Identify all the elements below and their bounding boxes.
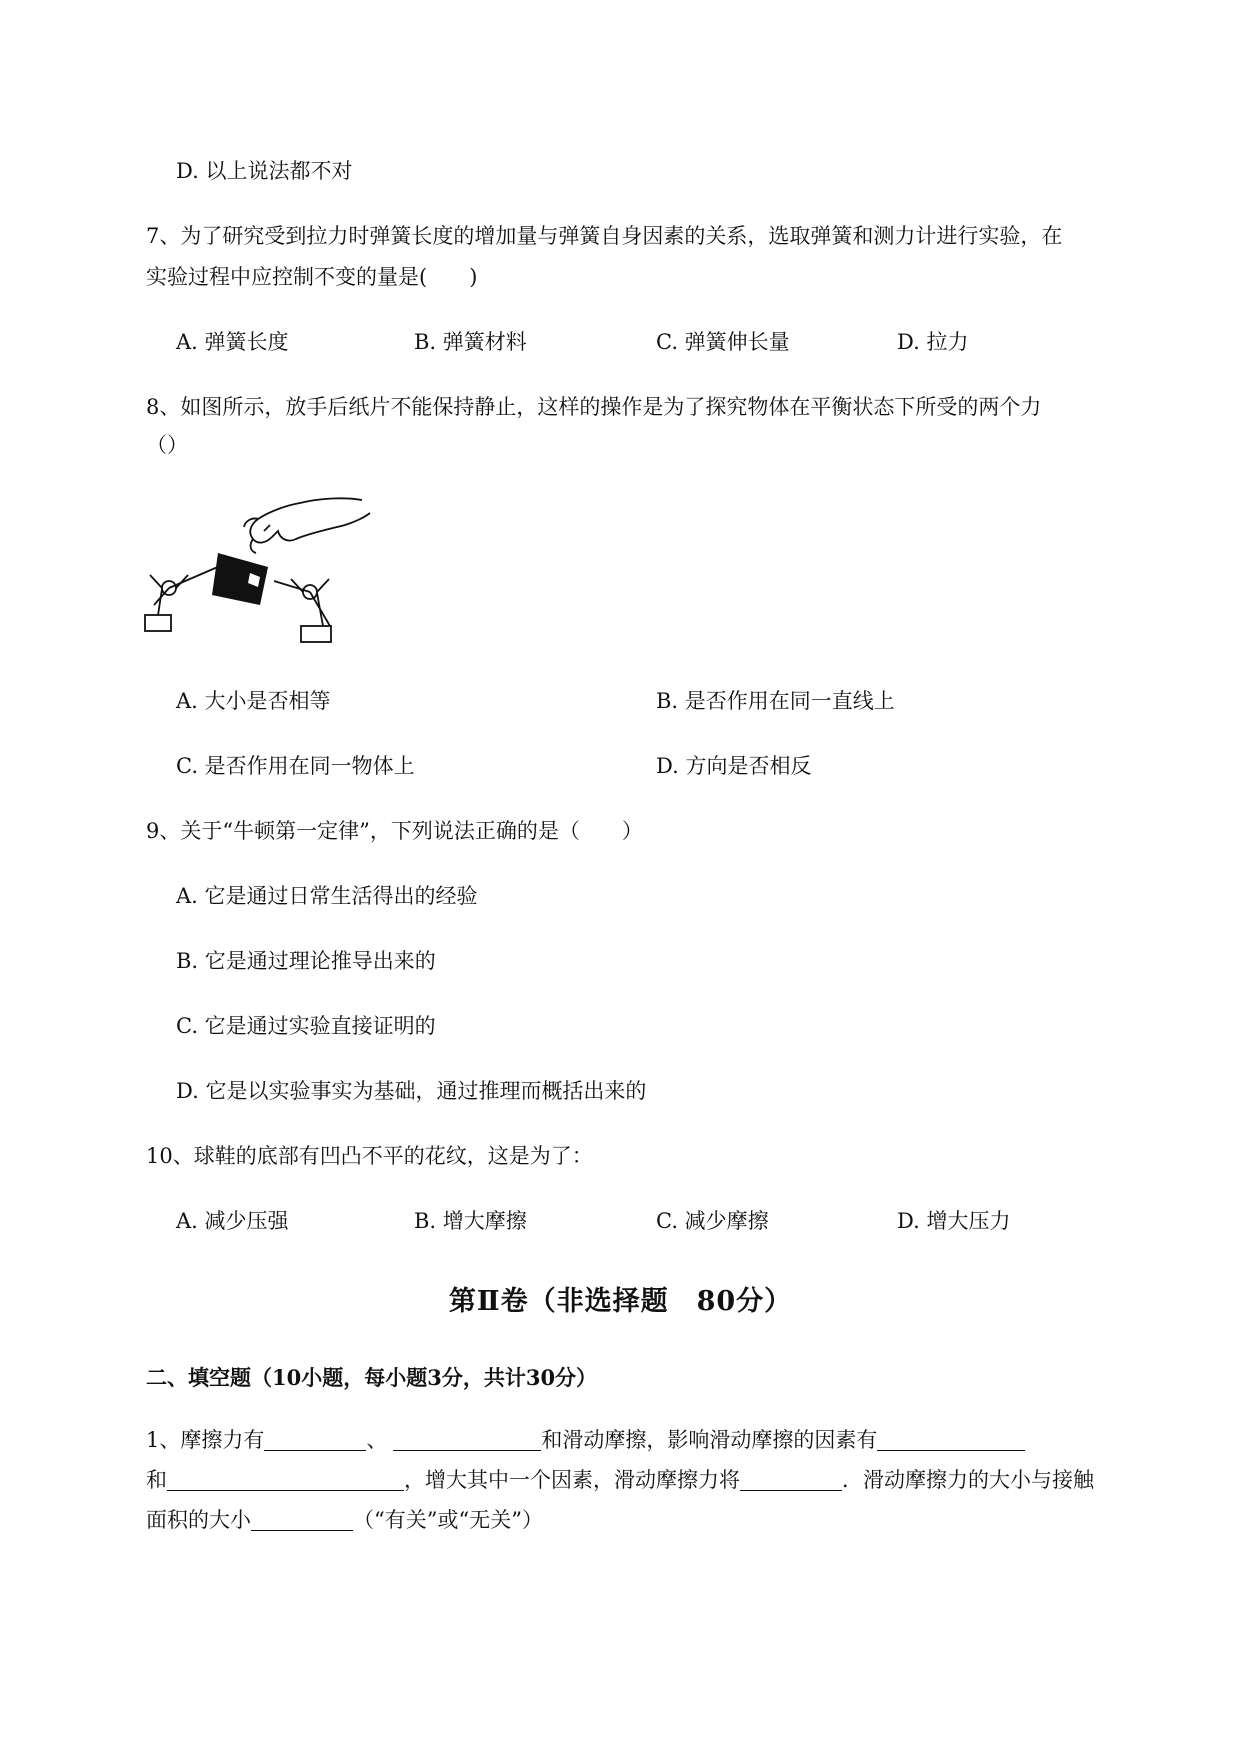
fill1-text-8: （“有关”或“无关”）	[353, 1508, 543, 1532]
fill1-line1	[146, 1425, 1025, 1455]
fill1-blank-1[interactable]	[264, 1428, 366, 1451]
q7-option-d: D. 拉力	[897, 330, 969, 354]
q10-option-b: B. 增大摩擦	[414, 1209, 527, 1233]
fill1-line3	[146, 1505, 543, 1535]
q9-option-d: D. 它是以实验事实为基础，通过推理而概括出来的	[176, 1079, 647, 1103]
q8-stem-line1: 8、如图所示，放手后纸片不能保持静止，这样的操作是为了探究物体在平衡状态下所受的两个力	[146, 395, 1042, 419]
fill1-line2	[146, 1465, 1094, 1495]
q8-stem-line2: （）	[146, 433, 188, 457]
q6-option-d: D. 以上说法都不对	[176, 159, 353, 183]
q7-stem-line2: 实验过程中应控制不变的量是( )	[146, 265, 478, 289]
fill1-text-7: 面积的大小	[146, 1508, 251, 1532]
q10-option-a: A. 减少压强	[176, 1209, 289, 1233]
q9-stem: 9、关于“牛顿第一定律”，下列说法正确的是（ ）	[146, 819, 643, 843]
section2-heading: 二、填空题（10小题，每小题3分，共计30分）	[146, 1365, 598, 1390]
fill1-blank-4[interactable]	[167, 1468, 404, 1491]
q10-option-d: D. 增大压力	[897, 1209, 1011, 1233]
q10-stem: 10、球鞋的底部有凹凸不平的花纹，这是为了：	[146, 1144, 593, 1168]
q7-option-a: A. 弹簧长度	[176, 330, 289, 354]
fill1-text-4: 和	[146, 1468, 167, 1492]
fill1-blank-3[interactable]	[877, 1428, 1025, 1451]
part2-title: 第Ⅱ卷（非选择题 80分）	[448, 1286, 793, 1317]
fill1-blank-5[interactable]	[740, 1468, 842, 1491]
fill1-text-5: ，增大其中一个因素，滑动摩擦力将	[404, 1468, 740, 1492]
q8-option-b: B. 是否作用在同一直线上	[656, 689, 895, 713]
q8-option-a: A. 大小是否相等	[176, 689, 331, 713]
fill1-blank-2[interactable]	[393, 1428, 541, 1451]
fill1-blank-6[interactable]	[251, 1508, 353, 1531]
q9-option-b: B. 它是通过理论推导出来的	[176, 949, 436, 973]
q8-option-d: D. 方向是否相反	[656, 754, 812, 778]
q7-option-b: B. 弹簧材料	[414, 330, 527, 354]
fill1-text-3: 和滑动摩擦，影响滑动摩擦的因素有	[541, 1428, 878, 1452]
q8-figure-card-pulleys	[140, 495, 380, 650]
q9-option-a: A. 它是通过日常生活得出的经验	[176, 884, 478, 908]
fill1-text-1: 1、摩擦力有	[146, 1428, 265, 1452]
q7-stem-line1: 7、为了研究受到拉力时弹簧长度的增加量与弹簧自身因素的关系，选取弹簧和测力计进行实验，在	[146, 224, 1063, 248]
fill1-text-6: ．滑动摩擦力的大小与接触	[842, 1468, 1094, 1492]
q7-option-c: C. 弹簧伸长量	[656, 330, 790, 354]
q8-option-c: C. 是否作用在同一物体上	[176, 754, 415, 778]
q9-option-c: C. 它是通过实验直接证明的	[176, 1014, 436, 1038]
q10-option-c: C. 减少摩擦	[656, 1209, 769, 1233]
fill1-text-2: 、	[366, 1428, 388, 1452]
